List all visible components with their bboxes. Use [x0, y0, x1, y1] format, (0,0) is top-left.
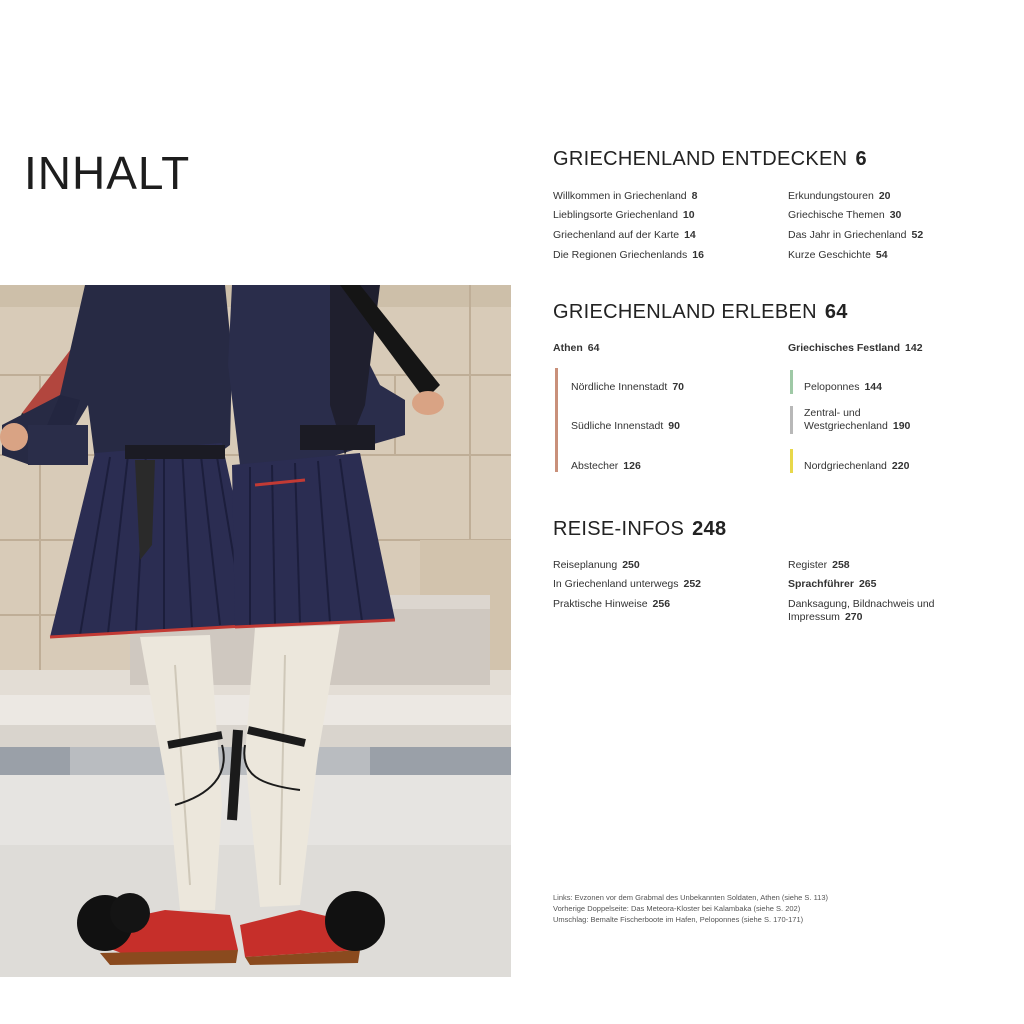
section-heading-erleben	[553, 301, 848, 324]
caption-line: Links: Evzonen vor dem Grabmal des Unbekannten Soldaten, Athen (siehe S. 113)	[553, 893, 829, 902]
section-page: 6	[855, 148, 867, 170]
toc-entry[interactable]: Erkundungstouren 20	[788, 190, 891, 202]
toc-entry[interactable]: Lieblingsorte Griechenland 10	[553, 209, 695, 221]
toc-entry[interactable]: Kurze Geschichte 54	[788, 249, 888, 261]
toc-entry[interactable]: Danksagung, Bildnachweis und Impressum 270	[788, 598, 935, 623]
toc-entry[interactable]: Sprachführer 265	[788, 578, 877, 590]
toc-entry[interactable]: Praktische Hinweise 256	[553, 598, 671, 610]
toc-entry[interactable]: Griechische Themen 30	[788, 209, 902, 221]
caption-line: Umschlag: Bemalte Fischerboote im Hafen, Peloponnes (siehe S. 170-171)	[553, 915, 804, 924]
toc-entry[interactable]: Reiseplanung 250	[553, 559, 640, 571]
section-title: REISE-INFOS	[553, 518, 685, 540]
section-page: 248	[692, 518, 727, 540]
toc-entry[interactable]: Willkommen in Griechenland 8	[553, 190, 698, 202]
toc-entry[interactable]: Peloponnes 144	[804, 381, 882, 393]
cover-photo-evzones	[0, 285, 511, 977]
toc-entry[interactable]: Das Jahr in Griechenland 52	[788, 229, 924, 241]
caption-line: Vorherige Doppelseite: Das Meteora-Kloster bei Kalambaka (siehe S. 202)	[553, 904, 801, 913]
toc-region-festland[interactable]: Griechisches Festland 142	[788, 342, 923, 354]
page-title: INHALT	[24, 147, 191, 199]
section-title: GRIECHENLAND ENTDECKEN	[553, 148, 848, 170]
athens-color-bar	[555, 368, 558, 472]
section-page: 64	[824, 301, 848, 323]
section-heading-reise-infos	[553, 518, 726, 541]
toc-entry[interactable]: Die Regionen Griechenlands 16	[553, 249, 704, 261]
toc-entry[interactable]: Nördliche Innenstadt 70	[571, 381, 684, 393]
photo-caption	[553, 892, 973, 925]
section-heading-entdecken	[553, 148, 867, 171]
peloponnes-color-bar	[790, 370, 793, 394]
toc-entry[interactable]: Abstecher 126	[571, 460, 641, 472]
section-title: GRIECHENLAND ERLEBEN	[553, 301, 817, 323]
toc-entry[interactable]: Register 258	[788, 559, 850, 571]
nord-color-bar	[790, 449, 793, 473]
toc-entry[interactable]: In Griechenland unterwegs 252	[553, 578, 702, 590]
toc-entry[interactable]: Nordgriechenland 220	[804, 460, 910, 472]
toc-region-athen[interactable]: Athen 64	[553, 342, 600, 354]
toc-entry[interactable]: Zentral- und Westgriechenland 190	[804, 407, 911, 432]
zentral-color-bar	[790, 406, 793, 434]
toc-entry[interactable]: Griechenland auf der Karte 14	[553, 229, 696, 241]
toc-entry[interactable]: Südliche Innenstadt 90	[571, 420, 680, 432]
